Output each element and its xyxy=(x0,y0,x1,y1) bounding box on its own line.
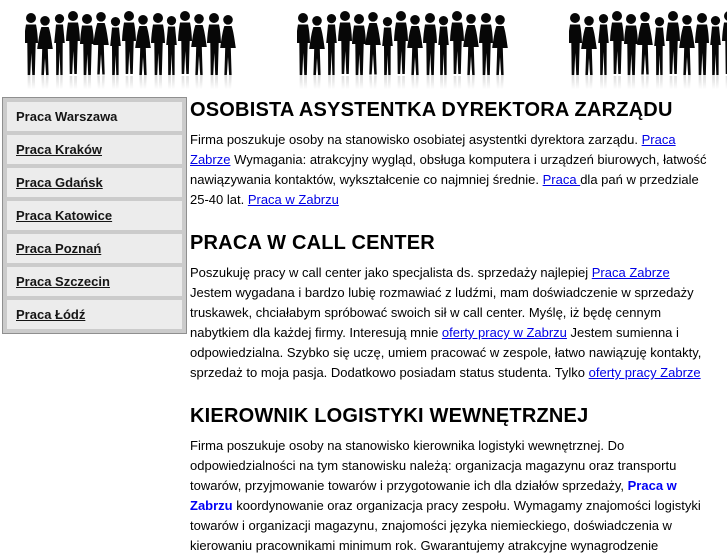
inline-link[interactable]: Praca Zabrze xyxy=(591,265,670,280)
description-text: Firma poszukuje osoby na stanowisko osobiatej asystentki dyrektora zarządu. xyxy=(190,132,642,147)
sidebar-item-praca-krakow[interactable]: Praca Kraków xyxy=(7,135,182,164)
description-text: Jestem sumienna i odpowiedzialna. Szybko się uczę, umiem pracować w zespole, łatwo nawiązuję kontakty, sprzedaż to moja pasja. Dodatkowo posiadam status studenta. Tylko xyxy=(190,325,702,380)
banner-reflection xyxy=(297,75,512,90)
content-columns xyxy=(0,90,727,556)
sidebar-item-praca-poznan[interactable]: Praca Poznań xyxy=(7,234,182,263)
sidebar-item-praca-warszawa[interactable]: Praca Warszawa xyxy=(7,102,182,131)
people-silhouettes-image xyxy=(569,9,727,90)
inline-link[interactable]: oferty pracy w Zabrzu xyxy=(441,325,567,340)
inline-link[interactable]: Praca Zabrze xyxy=(190,132,676,167)
description-text: Jestem wygadana i bardzo lubię rozmawiać z ludźmi, mam doświadczenie w sprzedaży truskawek, chciałabym spróbować swoich sił w call center. Myślę, iż będę cennym nabytkiem dla każdej firmy. Interesują mnie xyxy=(190,285,694,340)
job-section-osobista-asystentka-dyrektora-zarzadu xyxy=(190,99,710,210)
inline-link[interactable]: Praca xyxy=(542,172,581,187)
inline-link[interactable]: Praca w Zabrzu xyxy=(190,478,677,513)
job-description xyxy=(190,436,710,556)
banner-reflection xyxy=(25,75,240,90)
job-section-praca-w-call-center xyxy=(190,232,710,383)
inline-link[interactable]: oferty pracy Zabrze xyxy=(588,365,701,380)
sidebar-item-praca-szczecin[interactable]: Praca Szczecin xyxy=(7,267,182,296)
job-section-kierownik-logistyki-wewnetrznej xyxy=(190,405,710,556)
inline-link[interactable]: Praca w Zabrzu xyxy=(247,192,339,207)
sidebar-item-praca-lodz[interactable]: Praca Łódź xyxy=(7,300,182,329)
people-banner xyxy=(0,0,727,90)
city-nav xyxy=(2,97,187,334)
job-description xyxy=(190,263,710,383)
description-text: Firma poszukuje osoby na stanowisko kierownika logistyki wewnętrznej. Do odpowiedzialności na tym stanowisku należą: organizacja magazynu oraz transportu towarów, przyjmowanie towarów i przygotowanie ich dla działów sprzedaży, xyxy=(190,438,677,493)
job-description xyxy=(190,130,710,210)
people-silhouettes-image xyxy=(25,9,240,90)
banner-reflection xyxy=(569,75,727,90)
job-title: PRACA W CALL CENTER xyxy=(190,232,435,254)
description-text: koordynowanie oraz organizacja pracy zespołu. Wymagamy znajomości logistyki towarów i organizacji magazynu, znajomości języka niemieckiego, doświadczenia w kierowaniu pracownikami minimum rok. Gwarantujemy atrakcyjne wynagrodzenie xyxy=(190,498,701,553)
sidebar-item-praca-gdansk[interactable]: Praca Gdańsk xyxy=(7,168,182,197)
job-title: OSOBISTA ASYSTENTKA DYREKTORA ZARZĄDU xyxy=(190,99,673,121)
people-silhouettes-image xyxy=(297,9,512,90)
description-text: dla pań w przedziale 25-40 lat. xyxy=(190,172,699,207)
description-text: Poszukuję pracy w call center jako specjalista ds. sprzedaży najlepiej xyxy=(190,265,592,280)
job-listings xyxy=(190,97,710,556)
description-text: Wymagania: atrakcyjny wygląd, obsługa komputera i urządzeń biurowych, łatwość nawiązywania kontaktów, wykształcenie co najmniej średnie. xyxy=(190,152,707,187)
sidebar-item-praca-katowice[interactable]: Praca Katowice xyxy=(7,201,182,230)
job-title: KIEROWNIK LOGISTYKI WEWNĘTRZNEJ xyxy=(190,405,589,427)
